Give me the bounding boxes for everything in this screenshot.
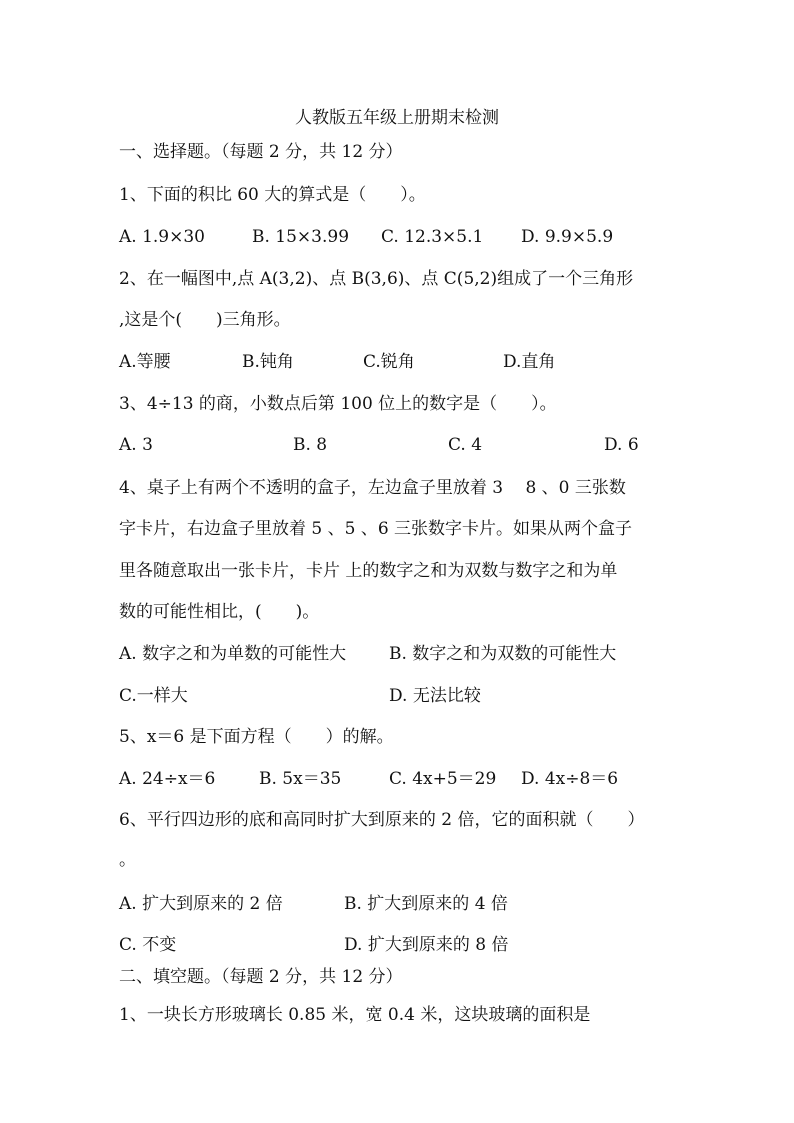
q4-option-d: D. 无法比较 — [389, 686, 481, 706]
q2-option-a: A.等腰 — [119, 352, 171, 372]
q4-stem-line4: 数的可能性相比，( )。 — [119, 602, 320, 622]
q3-option-b: B. 8 — [293, 435, 328, 455]
q1-option-b: B. 15×3.99 — [252, 227, 350, 247]
q1-option-d: D. 9.9×5.9 — [521, 227, 614, 247]
q6-option-a: A. 扩大到原来的 2 倍 — [119, 894, 283, 914]
q4-stem-line1: 4、桌子上有两个不透明的盒子，左边盒子里放着 3 8 、0 三张数 — [119, 478, 626, 498]
q1-stem: 1、下面的积比 60 大的算式是（ ）。 — [119, 185, 426, 205]
q5-option-d: D. 4x÷8＝6 — [521, 769, 619, 789]
section1-heading: 一、选择题。（每题 2 分，共 12 分） — [119, 142, 403, 162]
q6-option-b: B. 扩大到原来的 4 倍 — [344, 894, 508, 914]
q5-option-a: A. 24÷x＝6 — [119, 769, 216, 789]
q2-stem-line1: 2、在一幅图中,点 A(3,2)、点 B(3,6)、点 C(5,2)组成了一个三角形 — [119, 269, 634, 289]
q6-option-c: C. 不变 — [119, 935, 177, 955]
q5-option-b: B. 5x＝35 — [259, 769, 342, 789]
q2-option-d: D.直角 — [503, 352, 556, 372]
q3-option-d: D. 6 — [604, 435, 639, 455]
q6-stem-line2: 。 — [119, 850, 136, 870]
q5-option-c: C. 4x+5＝29 — [389, 769, 497, 789]
q3-option-a: A. 3 — [119, 435, 153, 455]
q1-option-a: A. 1.9×30 — [119, 227, 205, 247]
q5-stem: 5、x＝6 是下面方程（ ）的解。 — [119, 727, 394, 747]
q6-stem-line1: 6、平行四边形的底和高同时扩大到原来的 2 倍，它的面积就（ ） — [119, 810, 645, 830]
s2-q1-stem: 1、一块长方形玻璃长 0.85 米，宽 0.4 米，这块玻璃的面积是 — [119, 1005, 591, 1025]
q4-stem-line2: 字卡片，右边盒子里放着 5 、5 、6 三张数字卡片。如果从两个盒子 — [119, 519, 633, 539]
q1-option-c: C. 12.3×5.1 — [381, 227, 484, 247]
q3-stem: 3、4÷13 的商，小数点后第 100 位上的数字是（ ）。 — [119, 394, 557, 414]
q4-option-b: B. 数字之和为双数的可能性大 — [389, 644, 617, 664]
q2-option-b: B.钝角 — [242, 352, 294, 372]
section2-heading: 二、填空题。（每题 2 分，共 12 分） — [119, 967, 403, 987]
q4-option-c: C.一样大 — [119, 686, 188, 706]
q3-option-c: C. 4 — [448, 435, 483, 455]
q4-option-a: A. 数字之和为单数的可能性大 — [119, 644, 347, 664]
q4-stem-line3: 里各随意取出一张卡片，卡片 上的数字之和为双数与数字之和为单 — [119, 561, 618, 581]
q2-option-c: C.锐角 — [363, 352, 415, 372]
document-title: 人教版五年级上册期末检测 — [295, 108, 499, 128]
q2-stem-line2: ,这是个( )三角形。 — [119, 310, 291, 330]
q6-option-d: D. 扩大到原来的 8 倍 — [344, 935, 509, 955]
